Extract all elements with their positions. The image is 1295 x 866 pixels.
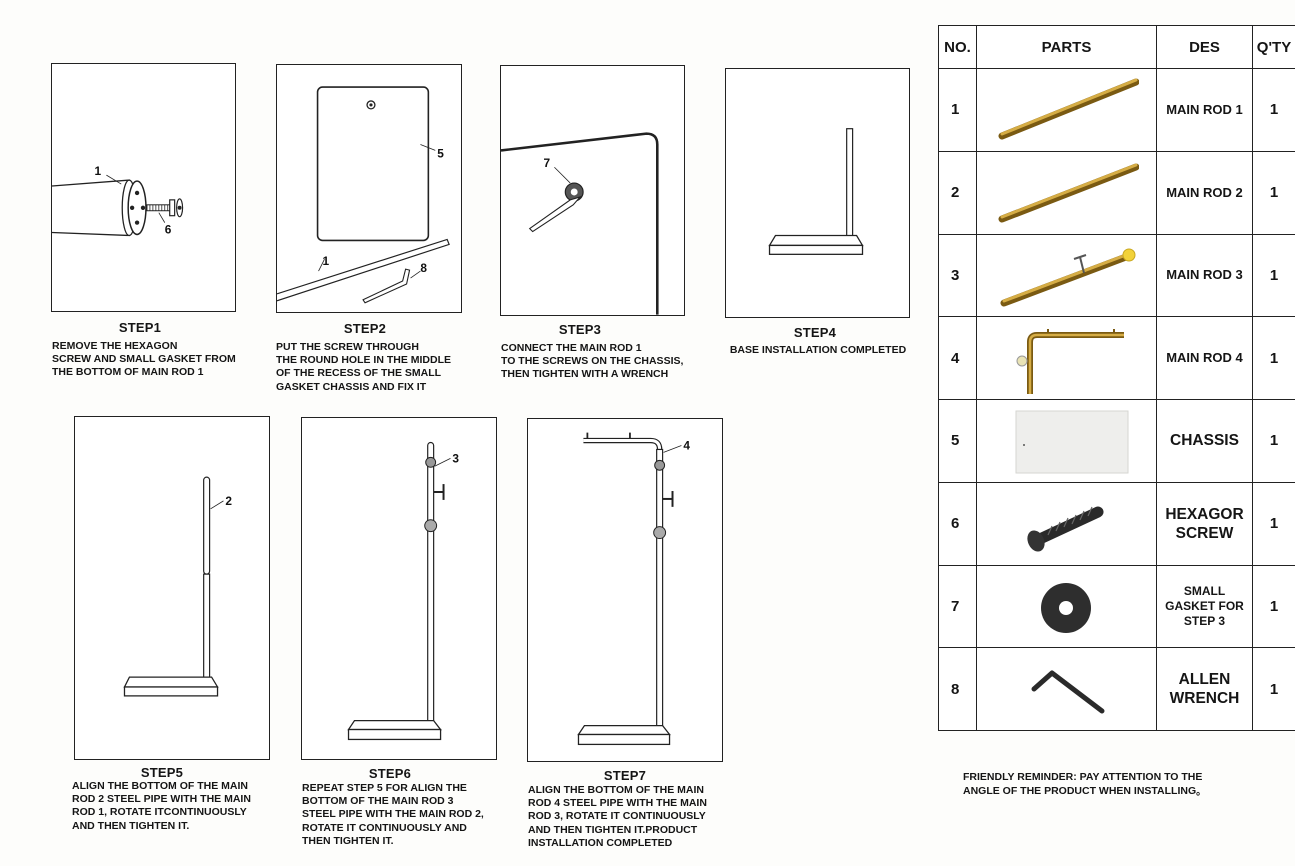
- row-no: 4: [939, 317, 977, 400]
- parts-table-header: [939, 26, 1295, 69]
- header-no: NO.: [939, 26, 977, 69]
- step3-drawing: [501, 66, 684, 315]
- main-rod-4-image: [994, 320, 1139, 396]
- step5-text: ALIGN THE BOTTOM OF THE MAIN ROD 2 STEEL PIPE WITH THE MAIN ROD 1, ROTATE ITCONTINUOUSLY AND THEN TIGHTEN IT.: [72, 780, 251, 832]
- part-image-cell: [977, 400, 1157, 483]
- step5-title: STEP5: [140, 765, 184, 780]
- table-row: [939, 317, 1295, 400]
- part-description: SMALL GASKET FOR STEP 3: [1157, 565, 1253, 648]
- header-qty: Q'TY: [1253, 26, 1295, 69]
- parts-table: [938, 25, 1295, 731]
- part-description: MAIN ROD 3: [1157, 234, 1253, 317]
- part-image-cell: [977, 482, 1157, 565]
- step7-title: STEP7: [603, 768, 647, 783]
- part-quantity: 1: [1253, 151, 1295, 234]
- row-no: 6: [939, 482, 977, 565]
- row-no: 1: [939, 69, 977, 152]
- table-row: [939, 482, 1295, 565]
- step1-title: STEP1: [118, 320, 162, 335]
- part-image-cell: [977, 69, 1157, 152]
- step1-callout-6: 6: [164, 222, 172, 237]
- table-row: [939, 565, 1295, 648]
- step2-text: PUT THE SCREW THROUGH THE ROUND HOLE IN THE MIDDLE OF THE RECESS OF THE SMALL GASKET CHASSIS AND FIX IT: [276, 341, 451, 393]
- step3-callout-7: 7: [543, 156, 551, 171]
- header-parts: PARTS: [977, 26, 1157, 69]
- part-description: MAIN ROD 2: [1157, 151, 1253, 234]
- step1-drawing: [52, 64, 235, 311]
- allen-wrench-image: [994, 651, 1139, 727]
- small-gasket-image: [994, 568, 1139, 644]
- part-image-cell: [977, 151, 1157, 234]
- friendly-reminder: FRIENDLY REMINDER: PAY ATTENTION TO THE ANGLE OF THE PRODUCT WHEN INSTALLING。: [963, 771, 1207, 797]
- step2-title: STEP2: [343, 321, 387, 336]
- step5-illustration: [74, 416, 270, 760]
- step6-title: STEP6: [368, 766, 412, 781]
- step3-text: CONNECT THE MAIN ROD 1 TO THE SCREWS ON THE CHASSIS, THEN TIGHTEN WITH A WRENCH: [501, 342, 684, 381]
- part-description: CHASSIS: [1157, 400, 1253, 483]
- table-row: [939, 400, 1295, 483]
- part-quantity: 1: [1253, 69, 1295, 152]
- part-description: ALLEN WRENCH: [1157, 648, 1253, 731]
- part-quantity: 1: [1253, 234, 1295, 317]
- table-row: [939, 234, 1295, 317]
- step2-callout-8: 8: [420, 261, 428, 276]
- step2-callout-1: 1: [322, 254, 330, 269]
- row-no: 2: [939, 151, 977, 234]
- step7-drawing: [528, 419, 722, 761]
- step6-drawing: [302, 418, 496, 759]
- step2-illustration: [276, 64, 462, 313]
- step4-text: BASE INSTALLATION COMPLETED: [729, 344, 907, 356]
- step5-drawing: [75, 417, 269, 759]
- hexagon-screw-image: [994, 486, 1139, 562]
- step1-callout-1: 1: [94, 164, 102, 179]
- part-quantity: 1: [1253, 565, 1295, 648]
- step4-illustration: [725, 68, 910, 318]
- part-quantity: 1: [1253, 317, 1295, 400]
- row-no: 5: [939, 400, 977, 483]
- main-rod-1-image: [994, 72, 1139, 148]
- step1-text: REMOVE THE HEXAGON SCREW AND SMALL GASKET FROM THE BOTTOM OF MAIN ROD 1: [52, 340, 236, 379]
- step3-illustration: [500, 65, 685, 316]
- step4-drawing: [726, 69, 909, 317]
- table-row: [939, 648, 1295, 731]
- header-des: DES: [1157, 26, 1253, 69]
- step7-callout-4: 4: [683, 438, 691, 453]
- step2-drawing: [277, 65, 461, 312]
- step3-title: STEP3: [558, 322, 602, 337]
- part-image-cell: [977, 648, 1157, 731]
- row-no: 8: [939, 648, 977, 731]
- part-description: MAIN ROD 4: [1157, 317, 1253, 400]
- step2-callout-5: 5: [437, 146, 444, 161]
- main-rod-2-image: [994, 155, 1139, 231]
- row-no: 7: [939, 565, 977, 648]
- part-description: MAIN ROD 1: [1157, 69, 1253, 152]
- part-quantity: 1: [1253, 400, 1295, 483]
- main-rod-3-image: [994, 237, 1139, 313]
- step7-text: ALIGN THE BOTTOM OF THE MAIN ROD 4 STEEL PIPE WITH THE MAIN ROD 3, ROTATE IT CONTINUOUSLY AND THEN TIGHTEN IT.PRODUCT INSTALLATION COMPLETED: [528, 784, 707, 849]
- step6-callout-3: 3: [452, 451, 460, 466]
- chassis-image: [994, 403, 1139, 479]
- table-row: [939, 151, 1295, 234]
- step6-illustration: [301, 417, 497, 760]
- step5-callout-2: 2: [225, 493, 233, 508]
- part-image-cell: [977, 317, 1157, 400]
- step1-illustration: [51, 63, 236, 312]
- table-row: [939, 69, 1295, 152]
- step7-illustration: [527, 418, 723, 762]
- part-quantity: 1: [1253, 648, 1295, 731]
- step6-text: REPEAT STEP 5 FOR ALIGN THE BOTTOM OF THE MAIN ROD 3 STEEL PIPE WITH THE MAIN ROD 2, ROTATE IT CONTINUOUSLY AND THEN TIGHTEN IT.: [302, 782, 484, 847]
- part-image-cell: [977, 234, 1157, 317]
- row-no: 3: [939, 234, 977, 317]
- step4-title: STEP4: [793, 325, 837, 340]
- part-image-cell: [977, 565, 1157, 648]
- part-description: HEXAGOR SCREW: [1157, 482, 1253, 565]
- part-quantity: 1: [1253, 482, 1295, 565]
